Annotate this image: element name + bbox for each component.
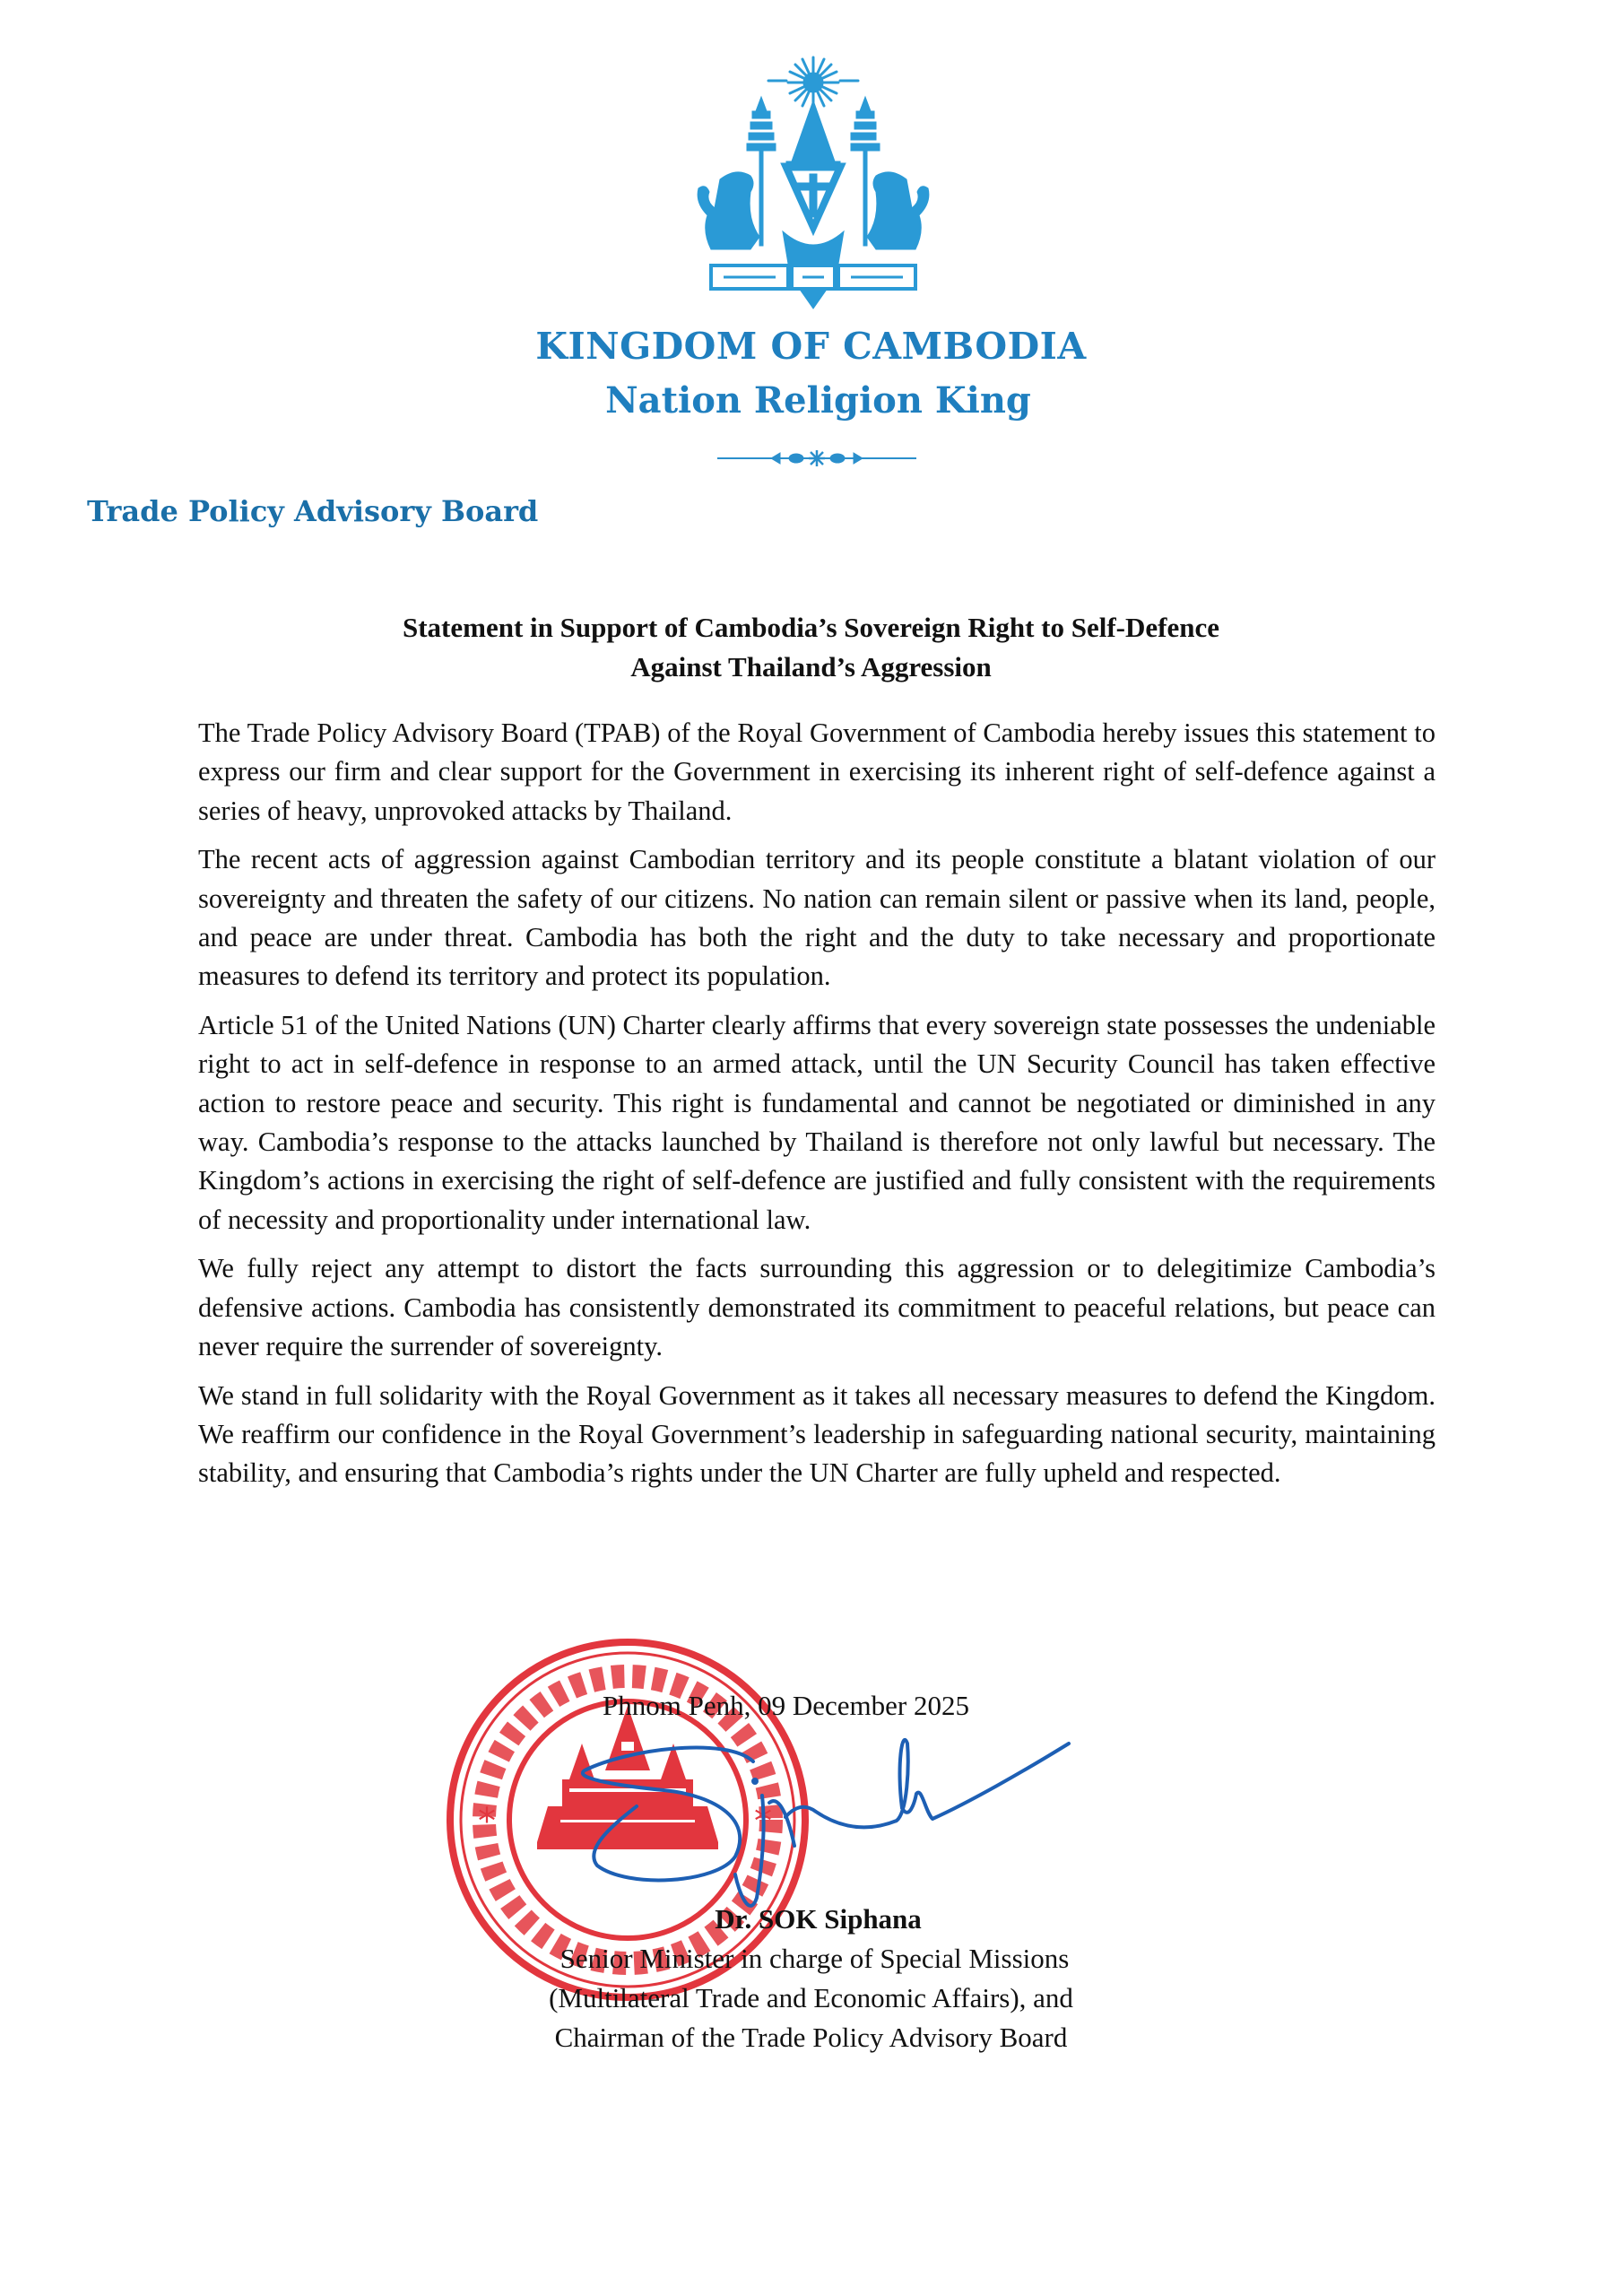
- svg-text:*: *: [478, 1801, 496, 1842]
- royal-arms-crest-icon: [693, 56, 933, 310]
- paragraph: The Trade Policy Advisory Board (TPAB) of the Royal Government of Cambodia hereby issues this statement to express our firm and clear support for the Government in exercising its inherent right of self-defence against a series of heavy, unprovoked attacks by Thailand.: [198, 718, 1436, 826]
- paragraph: We stand in full solidarity with the Royal Government as it takes all necessary measures to defend the Kingdom. We reaffirm our confidence in the Royal Government’s leadership in safeguarding national security, maintaining stability, and ensuring that Cambodia’s rights under the UN Charter are fully upheld and respected.: [198, 1379, 1436, 1489]
- national-motto: Nation Religion King: [605, 379, 1031, 422]
- signatory-name: Dr. SOK Siphana: [715, 1903, 922, 1935]
- country-heading: KINGDOM OF CAMBODIA: [535, 325, 1087, 368]
- signatory-title-line-2: (Multilateral Trade and Economic Affairs), and: [549, 1982, 1073, 2013]
- organization-name: Trade Policy Advisory Board: [87, 494, 539, 528]
- paragraph: We fully reject any attempt to distort the facts surrounding this aggression or to delegitimize Cambodia’s defensive actions. Cambodia has consistently demonstrated its commitment to peaceful relations, but peace can never require the surrender of sovereignty.: [198, 1253, 1436, 1362]
- statement-body: [198, 714, 1436, 1503]
- paragraph: Article 51 of the United Nations (UN) Charter clearly affirms that every sovereign state possesses the undeniable right to act in self-defence in response to an armed attack, until the UN Security Council has taken effective action to restore peace and security. This right is fundamental and cannot be negotiated or diminished in any way. Cambodia’s response to the attacks launched by Thailand is therefore not only lawful but necessary. The Kingdom’s actions in exercising the right of self-defence are justified and fully consistent with the requirements of necessity and proportionality under international law.: [198, 1009, 1436, 1235]
- ornamental-divider-icon: [717, 448, 916, 468]
- signatory-title-line-3: Chairman of the Trade Policy Advisory Board: [554, 2022, 1068, 2053]
- statement-title-line-1: Statement in Support of Cambodia’s Sovereign Right to Self-Defence: [402, 612, 1219, 643]
- handwritten-signature-icon: [574, 1731, 1076, 1928]
- paragraph: The recent acts of aggression against Cambodian territory and its people constitute a blatant violation of our sovereignty and threaten the safety of our citizens. No nation can remain silent or passive when its land, people, and peace are under threat. Cambodia has both the right and the duty to take necessary and proportionate measures to defend its territory and protect its population.: [198, 844, 1436, 992]
- place-and-date: Phnom Penh, 09 December 2025: [603, 1690, 969, 1721]
- signatory-title-line-1: Senior Minister in charge of Special Missions: [559, 1943, 1070, 1974]
- svg-text:*: *: [754, 1801, 772, 1842]
- statement-title-line-2: Against Thailand’s Aggression: [630, 651, 992, 683]
